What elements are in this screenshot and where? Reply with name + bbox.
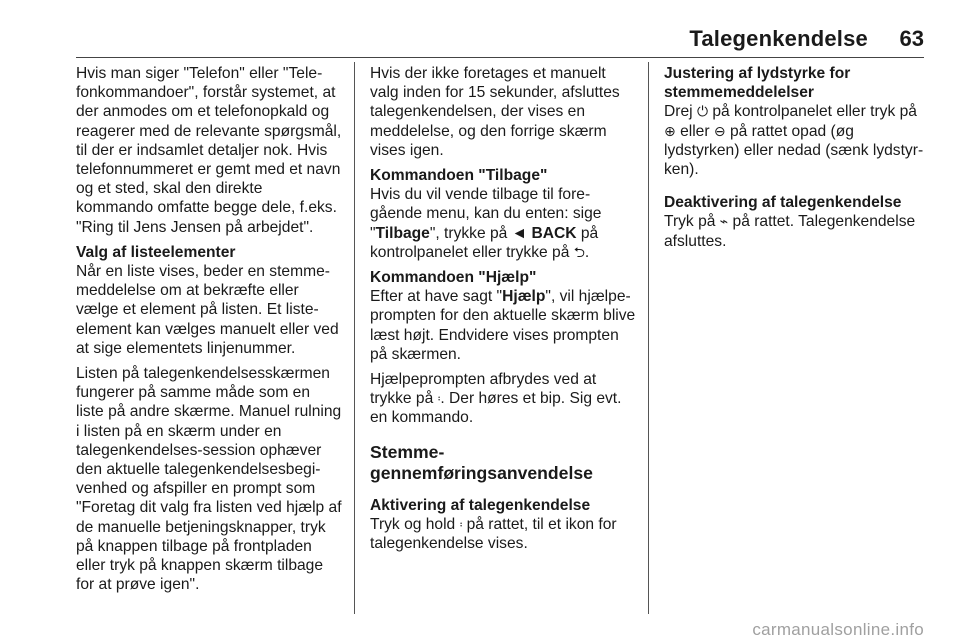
volume-adjust-paragraph: Drej ⏻ på kontrolpanelet eller tryk på ⊕ eller ⊖ på rattet opad (øg lydstyrken) eller nedad (sænk lydstyrken). <box>664 103 924 179</box>
column-3 <box>664 64 930 251</box>
power-knob-icon: ⏻ <box>696 103 709 120</box>
back-command-heading: Kommandoen "Tilbage" <box>370 167 548 185</box>
page-title: Talegenkendelse <box>689 26 868 51</box>
column-2 <box>370 64 636 553</box>
end-call-icon: ⌁ <box>719 213 729 230</box>
voice-button-icon: 𝄈 <box>459 515 463 532</box>
voice-button-icon: 𝄈 <box>437 390 441 407</box>
list-selection-paragraph: Når en liste vises, beder en stemmemeddelelse om at bekræfte eller vælge et element på listen. Et listeelement kan vælges manuelt eller ved at sige elementets linjenummer. <box>76 263 339 357</box>
voice-passthrough-section-heading: Stemme-gennemføringsanvendelse <box>370 441 593 483</box>
volume-down-icon: ⊖ <box>713 122 726 139</box>
column-divider-1 <box>354 62 355 614</box>
help-command-heading: Kommandoen "Hjælp" <box>370 269 537 287</box>
deactivate-recognition-heading: Deaktivering af talegenkendelse <box>664 194 902 212</box>
list-scrolling-paragraph: Listen på talegenkendelsesskærmen fungerer på samme måde som en liste på andre skærme. Manuel rulning i listen på en skærm under en talegenkendelses-session ophæver den aktuelle talegenkendelsesbegivenhed og afspiller en prompt som "Foretag dit valg fra listen ved hjælp af de manuelle betjeningsknapper, tryk på knappen tilbage på frontpladen eller tryk på knappen skærm tilbage for at prøve igen". <box>76 365 342 594</box>
page-header <box>0 0 960 58</box>
watermark: carmanualsonline.info <box>752 620 924 639</box>
phone-commands-paragraph: Hvis man siger "Telefon" eller "Telefonkommandoer", forstår systemet, at der anmodes om et telefonopkald og reagerer med de relevante spørgsmål, til der er indsamlet detaljer nok. Hvis telefonnummeret er gemt med et navn og et sted, skal den direkte kommando omfatte begge dele, f.eks. "Ring til Jens Jensen på arbejdet". <box>76 65 342 236</box>
list-selection-heading: Valg af listeelementer <box>76 243 236 261</box>
timeout-paragraph: Hvis der ikke foretages et manuelt valg inden for 15 sekunder, afsluttes talegenkendelsen, der vises en meddelelse, og den forrige skærm vises igen. <box>370 65 620 159</box>
back-command-paragraph: Hvis du vil vende tilbage til foregående menu, kan du enten: sige "Tilbage", trykke på ◄ BACK på kontrolpanelet eller trykke på ⮌. <box>370 186 602 261</box>
column-1 <box>76 64 342 594</box>
activate-recognition-paragraph: Tryk og hold 𝄈 på rattet, til et ikon for talegenkendelse vises. <box>370 515 617 553</box>
deactivate-recognition-paragraph: Tryk på ⌁ på rattet. Talegenkendelse afsluttes. <box>664 213 916 250</box>
back-word: Tilbage <box>375 224 430 242</box>
volume-adjust-heading: Justering af lydstyrke for stemmemeddelelser <box>664 65 851 102</box>
header-divider <box>76 57 924 58</box>
help-interrupt-paragraph: Hjælpeprompten afbrydes ved at trykke på 𝄈. Der høres et bip. Sig evt. en kommando. <box>370 371 622 427</box>
return-arrow-icon: ⮌ <box>573 243 585 260</box>
column-divider-2 <box>648 62 649 614</box>
help-word: Hjælp <box>502 288 546 306</box>
volume-up-icon: ⊕ <box>664 122 676 139</box>
activate-recognition-heading: Aktivering af talegenkendelse <box>370 496 591 514</box>
page-number: 63 <box>899 26 924 51</box>
back-key-label: ◄ BACK <box>511 224 577 242</box>
help-command-paragraph: Efter at have sagt "Hjælp", vil hjælpeprompten for den aktuelle skærm blive læst højt. Endvidere vises prompten på skærmen. <box>370 288 636 363</box>
